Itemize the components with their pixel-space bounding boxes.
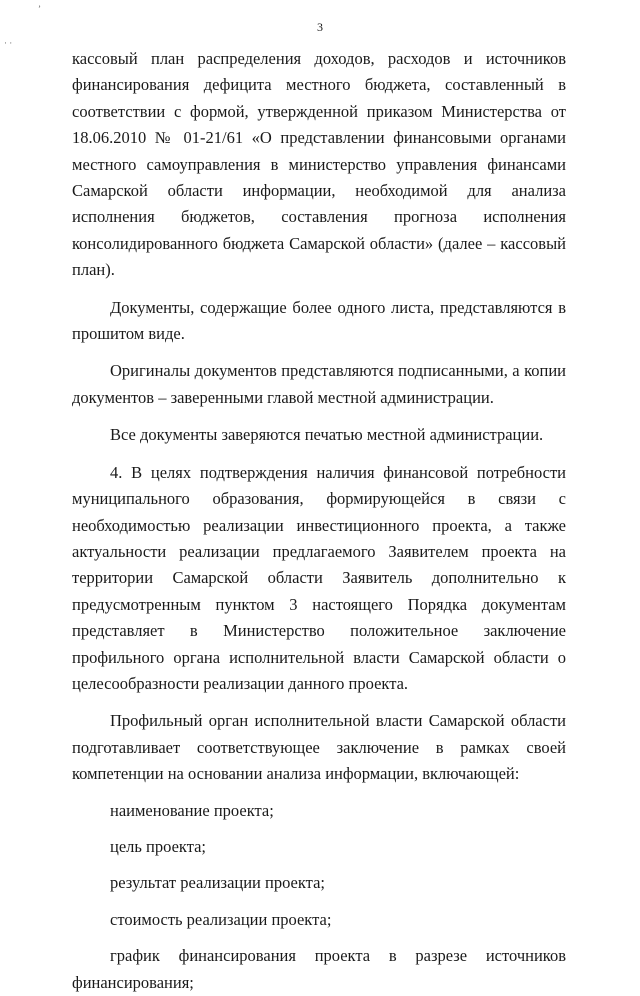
- list-item-project-result: результат реализации проекта;: [110, 873, 325, 893]
- paragraph-multi-sheet-documents: Документы, содержащие более одного листа, представляются в прошитом виде.: [72, 297, 566, 344]
- list-item-financing-schedule: график финансирования проекта в разрезе источников финансирования;: [72, 946, 566, 992]
- list-item-project-goal: цель проекта;: [110, 836, 207, 856]
- page-number: 3: [317, 20, 323, 34]
- paragraph-seal: Все документы заверяются печатью местной администрации.: [110, 425, 544, 445]
- scan-mark: ʼ: [38, 4, 41, 14]
- scan-dots: · ·: [4, 38, 13, 48]
- list-item-project-name: наименование проекта;: [110, 800, 274, 820]
- paragraph-cash-plan: кассовый план распределения доходов, расходов и источников финансирования дефицита местного бюджета, составленный в соответствии с формой, утвержденной приказом Министерства от 18.06.2010 № 01-21/61 «О представлении финансовыми органами местного самоуправления в министерство управления финансами Самарской области информации, необходимой для анализа исполнения бюджетов, составления прогноза исполнения консолидированного бюджета Самарской области» (далее – кассовый план).: [72, 49, 566, 280]
- paragraph-profile-body: Профильный орган исполнительной власти Самарской области подготавливает соответствующее заключение в рамках своей компетенции на основании анализа информации, включающей:: [72, 711, 566, 784]
- paragraph-originals-copies: Оригиналы документов представляются подписанными, а копии документов – заверенными главой местной администрации.: [72, 361, 566, 407]
- document-body: [72, 46, 566, 996]
- list-item-project-cost: стоимость реализации проекта;: [110, 909, 332, 929]
- paragraph-item-4: 4. В целях подтверждения наличия финансовой потребности муниципального образования, формирующейся в связи с необходимостью реализации инвестиционного проекта, а также актуальности реализации предлагаемого Заявителем проекта на территории Самарской области Заявитель дополнительно к предусмотренным пунктом 3 настоящего Порядка документам представляет в Министерство положительное заключение профильного органа исполнительной власти Самарской области о целесообразности реализации данного проекта.: [72, 462, 566, 693]
